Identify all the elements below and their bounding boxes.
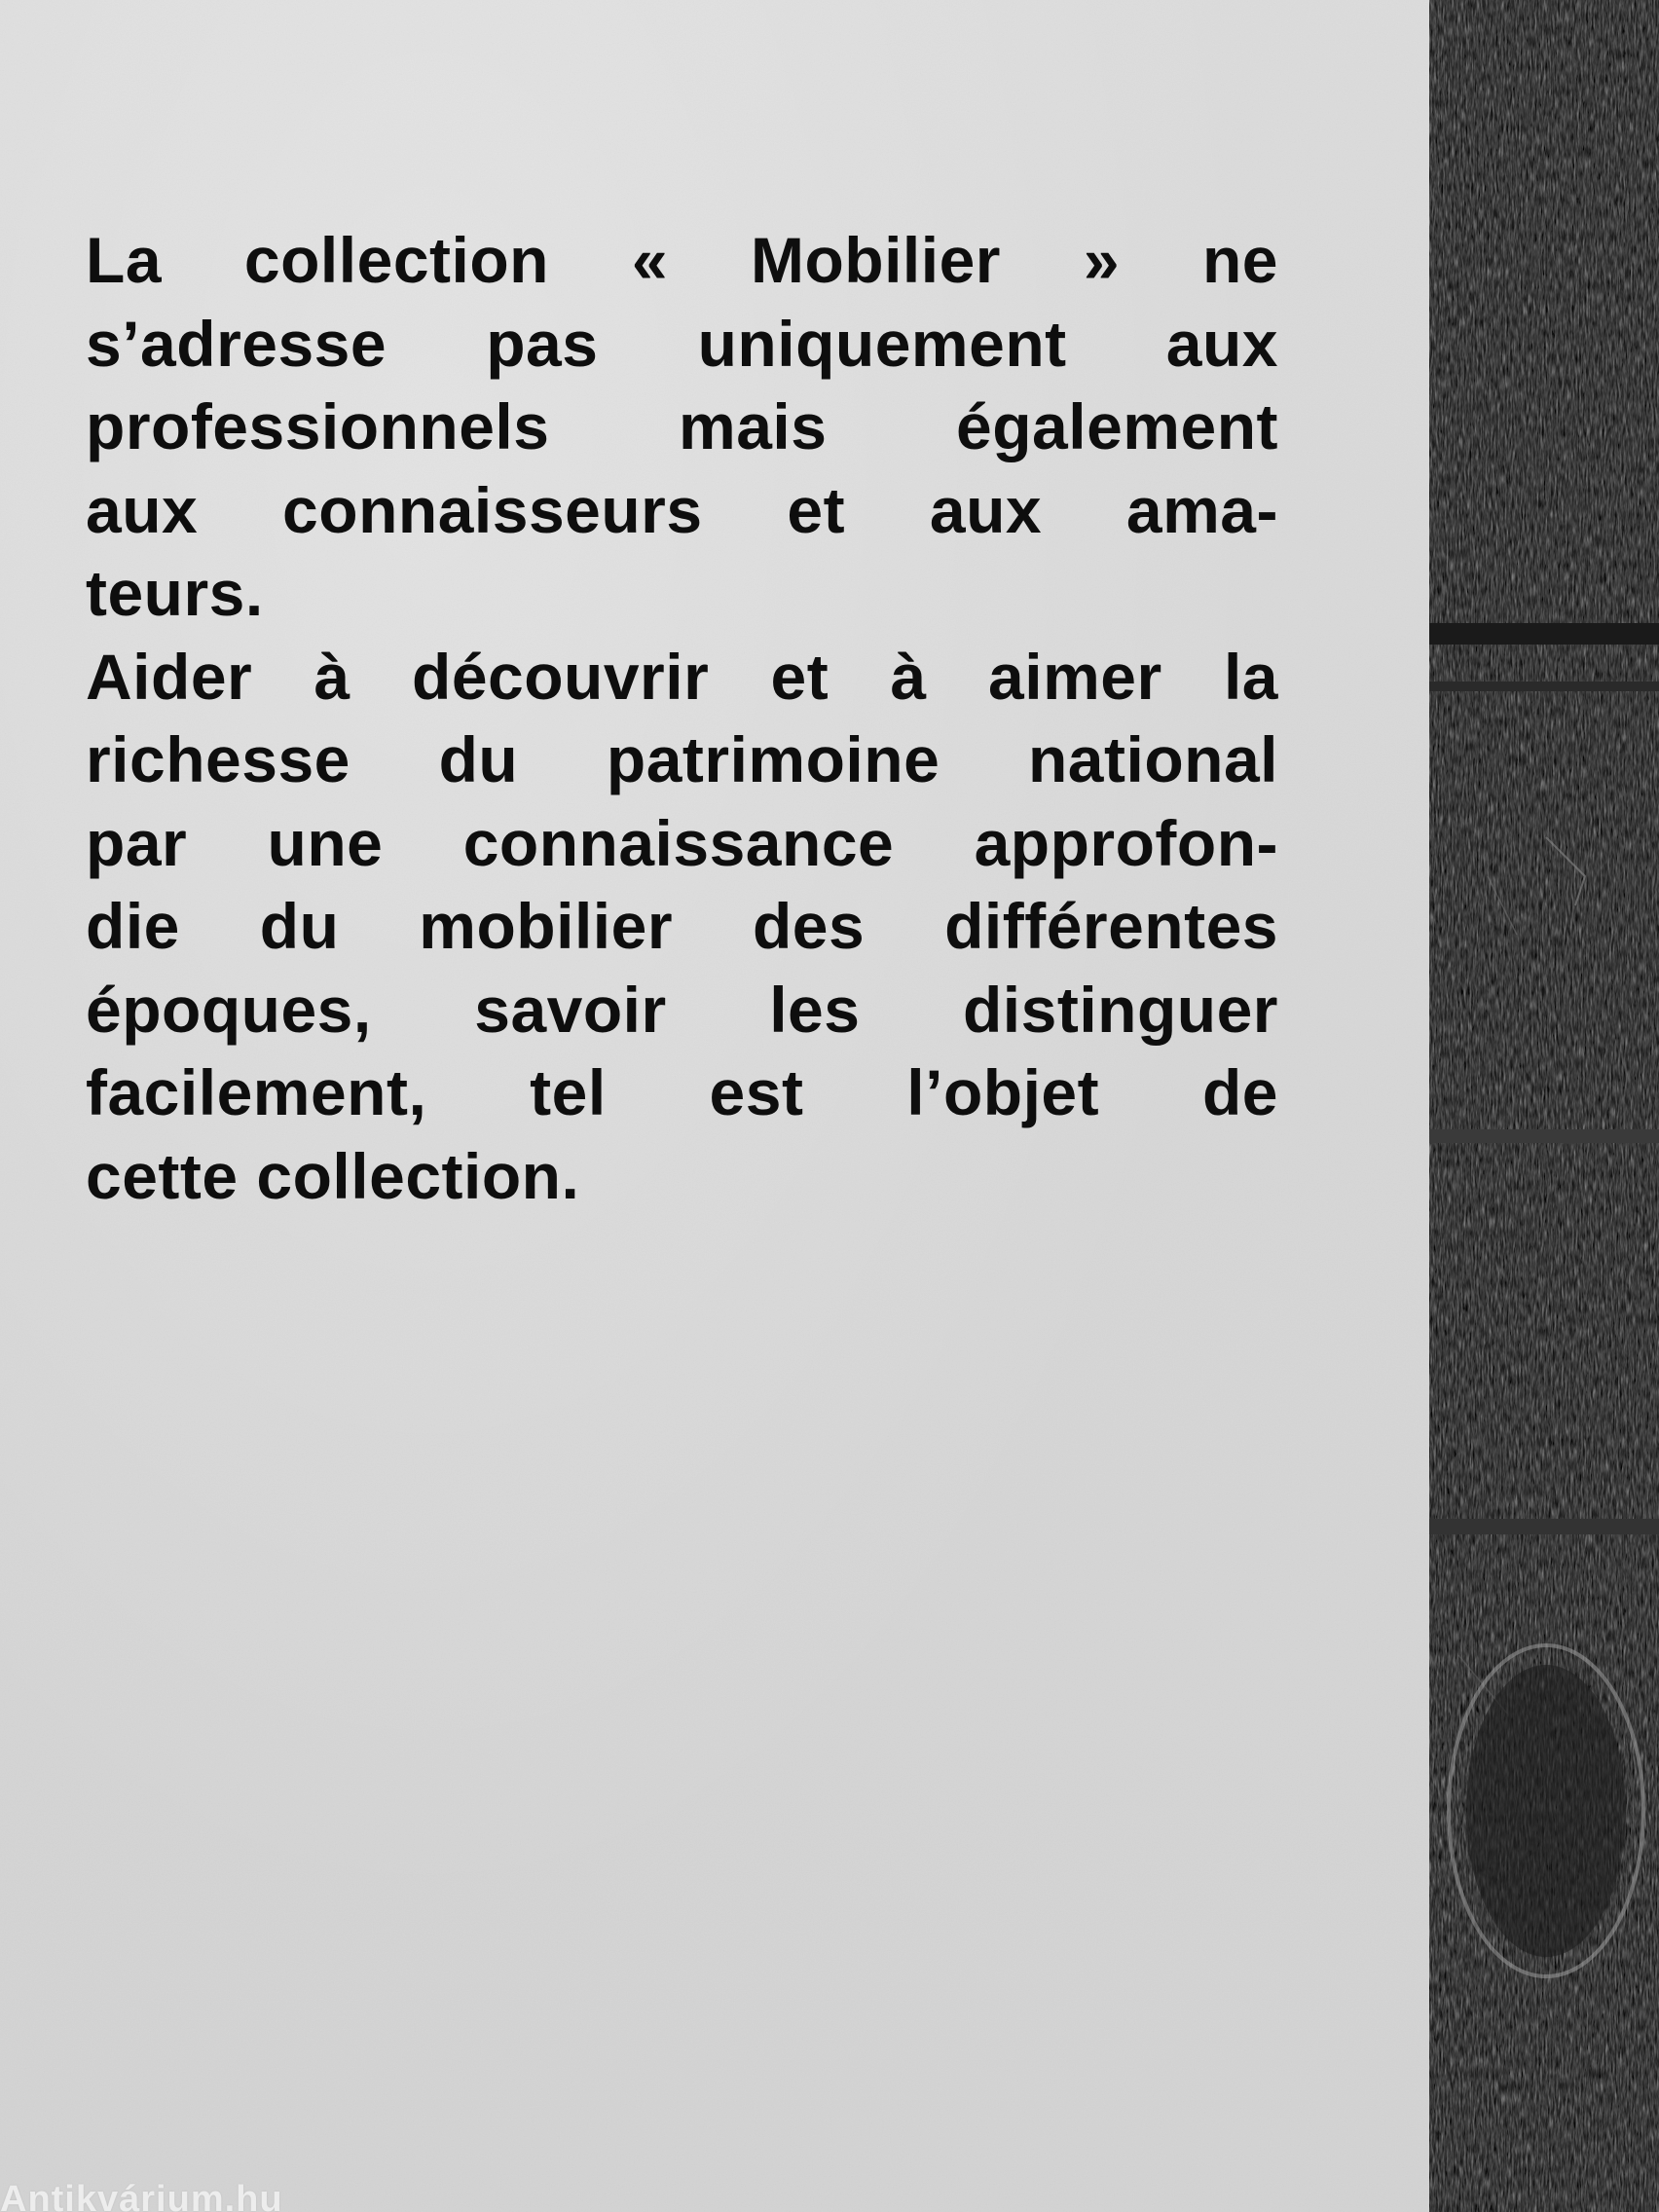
blurb-p2-line-1: Aider à découvrir et à aimer la bbox=[86, 640, 1278, 713]
blurb-p2-line-6: facilement, tel est l’objet de bbox=[86, 1056, 1278, 1128]
watermark-text: Antikvárium.hu bbox=[0, 2179, 283, 2212]
blurb-p2-line-7: cette collection. bbox=[86, 1139, 580, 1212]
blurb-p2-line-5: époques, savoir les distinguer bbox=[86, 973, 1278, 1046]
cover-blurb bbox=[86, 219, 1278, 1218]
blurb-p1-line-4: aux connaisseurs et aux ama- bbox=[86, 473, 1278, 546]
blurb-p2-line-4: die du mobilier des différentes bbox=[86, 890, 1278, 962]
blurb-p1-line-2: s’adresse pas uniquement aux bbox=[86, 307, 1278, 380]
spine-texture bbox=[1429, 0, 1659, 2212]
blurb-p2-line-3: par une connaissance approfon- bbox=[86, 806, 1278, 879]
dark-photo-strip bbox=[1429, 0, 1659, 2212]
blurb-p1-line-5: teurs. bbox=[86, 557, 264, 629]
blurb-p1-line-1: La collection « Mobilier » ne bbox=[86, 224, 1278, 296]
blurb-p1-line-3: professionnels mais également bbox=[86, 390, 1278, 462]
blurb-p2-line-2: richesse du patrimoine national bbox=[86, 723, 1278, 795]
